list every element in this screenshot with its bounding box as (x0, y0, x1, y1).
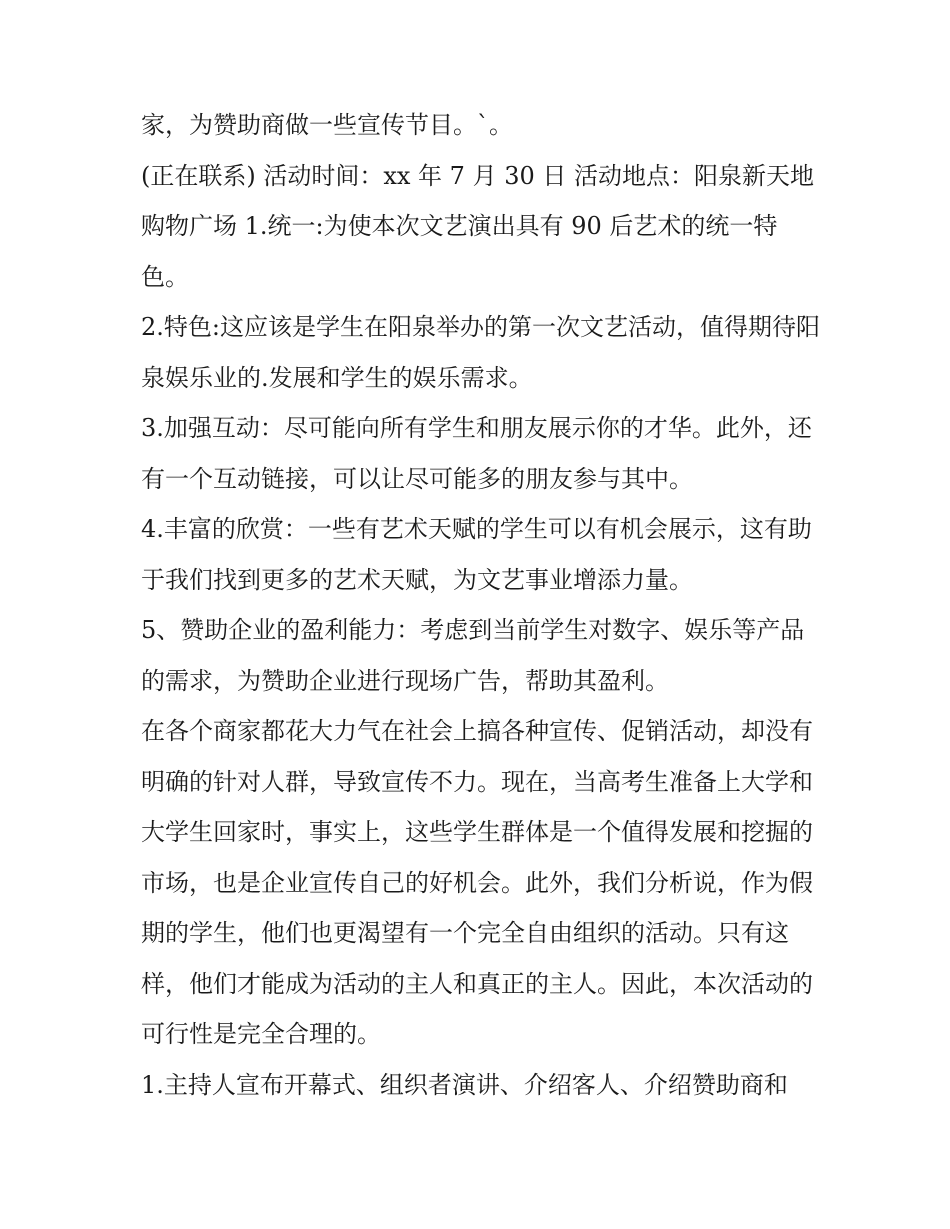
document-body (141, 100, 821, 1110)
paragraph-opening-ceremony: 1.主持人宣布开幕式、组织者演讲、介绍客人、介绍赞助商和 (141, 1070, 788, 1099)
paragraph-feature: 2.特色:这应该是学生在阳泉举办的第一次文艺活动，值得期待阳泉娱乐业的.发展和学生的娱乐需求。 (141, 313, 820, 392)
paragraph-appreciation: 4.丰富的欣赏：一些有艺术天赋的学生可以有机会展示，这有助于我们找到更多的艺术天赋，为文艺事业增添力量。 (141, 515, 812, 594)
paragraph-feasibility: 在各个商家都花大力气在社会上搞各种宣传、促销活动，却没有明确的针对人群，导致宣传不力。现在，当高考生准备上大学和大学生回家时，事实上，这些学生群体是一个值得发展和挖掘的市场，也是企业宣传自己的好机会。此外，我们分析说，作为假期的学生，他们也更渴望有一个完全自由组织的活动。只有这样，他们才能成为活动的主人和真正的主人。因此，本次活动的可行性是完全合理的。 (141, 717, 813, 1048)
paragraph-sponsor-profit: 5、赞助企业的盈利能力：考虑到当前学生对数字、娱乐等产品的需求，为赞助企业进行现场广告，帮助其盈利。 (141, 616, 805, 695)
paragraph-sponsor-promo: 家，为赞助商做一些宣传节目。`。 (141, 111, 513, 139)
paragraph-time-location: (正在联系) 活动时间：xx 年 7 月 30 日 活动地点：阳泉新天地购物广场 1.统一:为使本次文艺演出具有 90 后艺术的统一特色。 (141, 161, 815, 291)
paragraph-interaction: 3.加强互动：尽可能向所有学生和朋友展示你的才华。此外，还有一个互动链接，可以让尽可能多的朋友参与其中。 (141, 414, 812, 493)
